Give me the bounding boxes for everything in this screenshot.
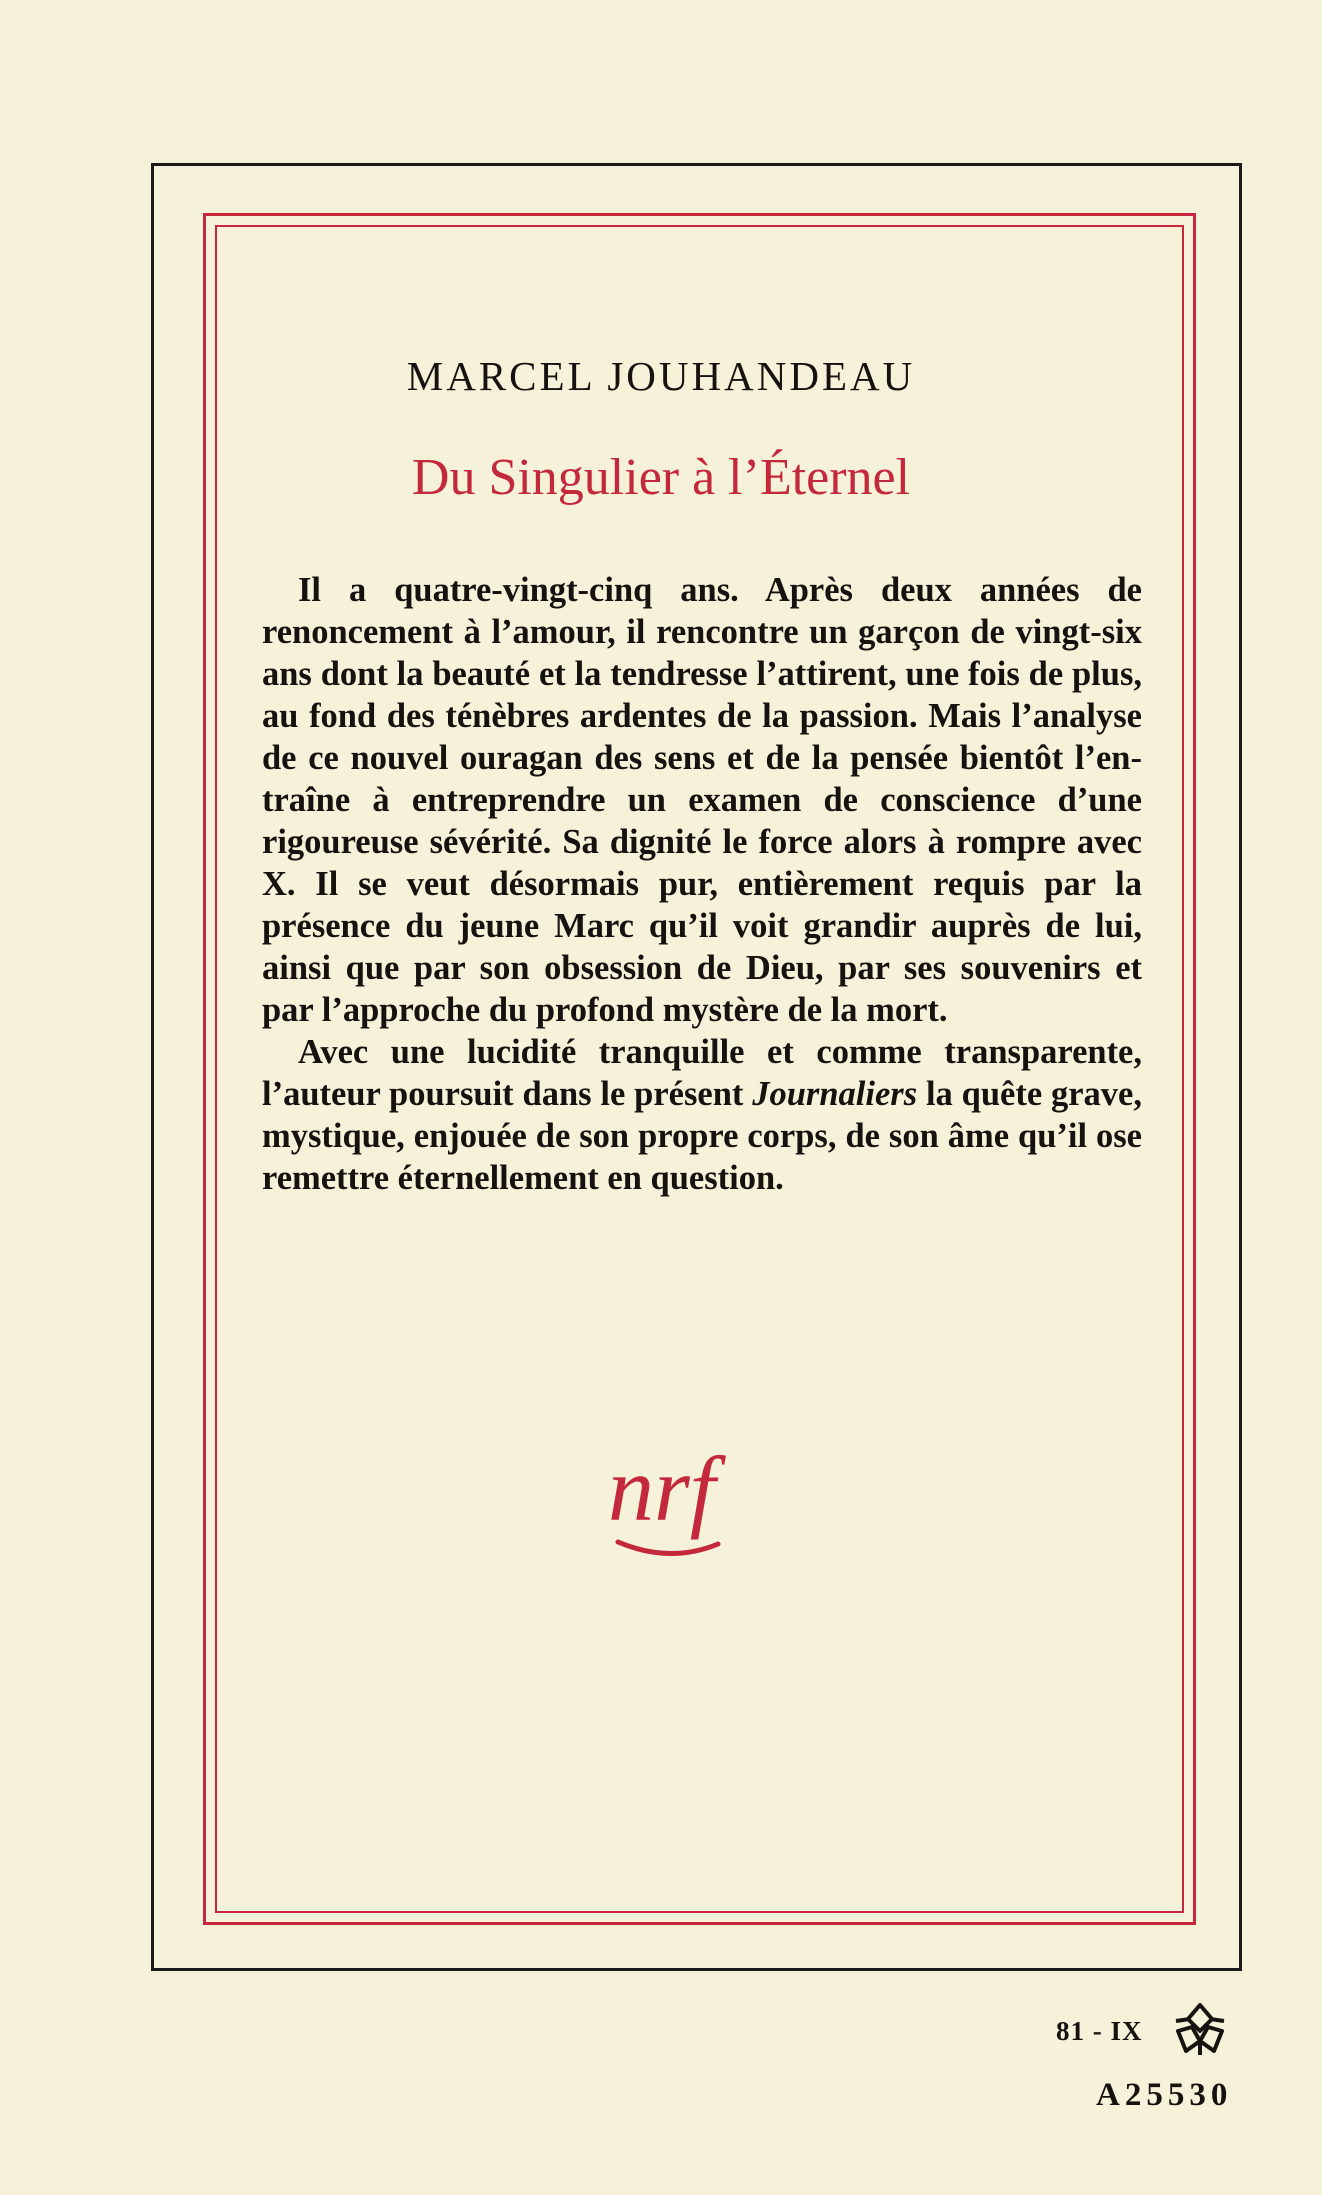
italic-title: Journaliers [752, 1075, 918, 1113]
blurb-paragraph-2: Avec une lucidité tranquille et comme transparente, l’auteur poursuit dans le présent Journaliers la quête grave, mystique, enjouée de son propre corps, de son âme qu’il ose remettre éternellement en question. [262, 1033, 1142, 1197]
svg-text:nrf: nrf [608, 1438, 716, 1540]
knot-ornament-icon [1170, 2001, 1230, 2057]
author-name: MARCEL JOUHANDEAU [406, 353, 916, 399]
nrf-logo [600, 1432, 820, 1572]
book-title: Du Singulier à l’Éternel [411, 449, 911, 506]
blurb-text [262, 569, 1142, 1199]
catalog-number: A25530 [1096, 2077, 1233, 2113]
print-code: 81 - IX [1056, 2016, 1143, 2046]
blurb-paragraph-1: Il a quatre-vingt-cinq ans. Après deux années de renoncement à l’amour, il rencontre un garçon de vingt-six ans dont la beauté et la tendresse l’attirent, une fois de plus, au fond des ténèbres ardentes de la passion. Mais l’analyse de ce nouvel ouragan des sens et de la pensée bientôt l’entraîne à entreprendre un examen de conscience d’une rigoureuse sévérité. Sa dignité le force alors à rompre avec X. Il se veut désormais pur, entièrement requis par la présence du jeune Marc qu’il voit grandir auprès de lui, ainsi que par son obsession de Dieu, par ses souvenirs et par l’approche du profond mystère de la mort. [262, 571, 1142, 1029]
